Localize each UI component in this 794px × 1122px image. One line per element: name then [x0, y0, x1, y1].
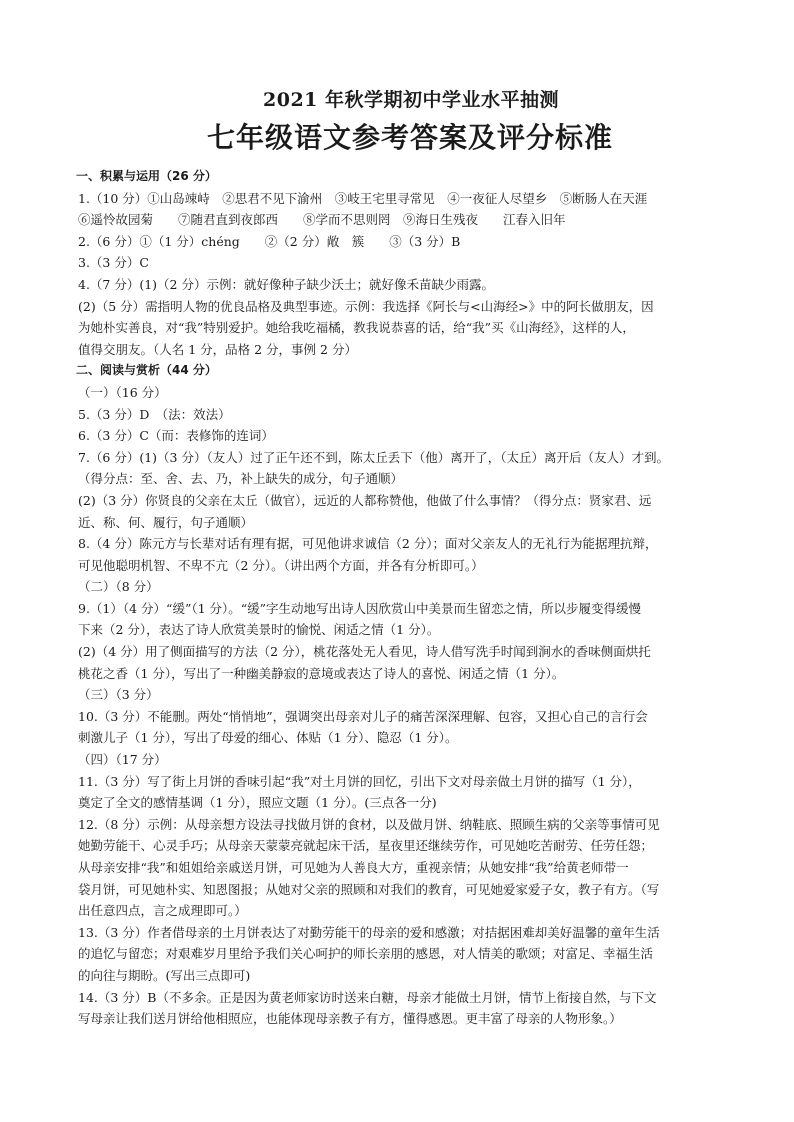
answer-line: 8.（4 分）陈元方与长辈对话有理有据，可见他讲求诚信（2 分）；面对父亲友人的无礼行为能据理抗辩，: [78, 536, 658, 552]
answer-line: (2)（4 分）用了侧面描写的方法（2 分），桃花落处无人看见，诗人借写洗手时闻到涧水的香味侧面烘托: [78, 644, 651, 660]
answer-line: 奠定了全文的感情基调（1 分），照应文题（1 分）。(三点各一分): [78, 795, 437, 811]
answer-line: 3.（3 分）C: [78, 255, 149, 271]
answer-line: 桃花之香（1 分），写出了一种幽美静寂的意境或表达了诗人的喜悦、闲适之情（1 分）。: [78, 665, 565, 681]
answer-line: 下来（2 分），表达了诗人欣赏美景时的愉悦、闲适之情（1 分）。: [78, 622, 440, 638]
document-subtitle: 七年级语文参考答案及评分标准: [206, 121, 613, 154]
answer-line: 14.（3 分）B（不多余。正是因为黄老师家访时送来白糖，母亲才能做土月饼，情节上衔接自然，与下文: [78, 989, 657, 1005]
exam-title: 2021 年秋学期初中学业水平抽测: [263, 89, 559, 111]
answer-line: 为她朴实善良，对“我”特别爱护。她给我吃福橘，教我说恭喜的话，给“我”买《山海经》，这样的人，: [78, 320, 635, 336]
answer-line: 从母亲安排“我”和姐姐给亲戚送月饼，可见她为人善良大方，重视亲情；从她安排“我”给黄老师带一: [78, 860, 629, 875]
answer-line: 出任意四点，言之成理即可。）: [78, 903, 247, 919]
answer-line: 9.（1）（4 分）“缓”（1 分）。“缓”字生动地写出诗人因欣赏山中美景而生留恋之情，所以步履变得缓慢: [78, 600, 642, 616]
answer-line: (2)（5 分）需指明人物的优良品格及典型事迹。示例：我选择《阿长与<山海经>》中的阿长做朋友，因: [78, 298, 654, 314]
answer-line: 刺激儿子（1 分），写出了母爱的细心、体贴（1 分）、隐忍（1 分）。: [78, 730, 458, 746]
answer-line: 袋月饼，可见她朴实、知恩图报；从她对父亲的照顾和对我们的教育，可见她爱家爱子女，教子有方。（写: [78, 881, 660, 897]
answer-line: （四）（17 分）: [78, 752, 167, 768]
answer-line: ⑥遥怜故园菊 ⑦随君直到夜郎西 ⑧学而不思则罔 ⑨海日生残夜 江春入旧年: [78, 212, 566, 228]
answer-line: 10.（3 分）不能删。两处“悄悄地”，强调突出母亲对儿子的痛苦深深理解、包容，又担心自己的言行会: [78, 708, 648, 724]
answer-line: （得分点：至、舍、去、乃，补上缺失的成分，句子通顺）: [78, 471, 404, 487]
answer-line: （三）（3 分）: [78, 687, 159, 703]
answer-line: 的向往与期盼。(写出三点即可): [78, 967, 251, 983]
section-heading: 一、积累与运用（26 分）: [76, 169, 217, 183]
answer-line: 5.（3 分）D （法：效法）: [78, 406, 231, 422]
answer-line: 的追忆与留恋；对艰难岁月里给予我们关心呵护的师长亲朋的感恩，对人情美的歌颂；对富足、幸福生活: [78, 946, 654, 962]
answer-line: (2)（3 分）你贤良的父亲在太丘（做官），远近的人都称赞他，他做了什么事情？（得分点：贤家君、远: [78, 492, 652, 508]
answer-line: 11.（3 分）写了街上月饼的香味引起“我”对土月饼的回忆，引出下文对母亲做土月饼的描写（1 分），: [78, 773, 641, 789]
answer-line: （二）（8 分）: [78, 579, 159, 595]
answer-line: 值得交朋友。（人名 1 分，品格 2 分，事例 2 分）: [78, 341, 357, 357]
answer-line: 写母亲让我们送月饼给他相照应，也能体现母亲教子有方，懂得感恩。更丰富了母亲的人物形象。）: [78, 1011, 622, 1027]
answer-line: 13.（3 分）作者借母亲的土月饼表达了对勤劳能干的母亲的爱和感激；对拮据困难却美好温馨的童年生活: [78, 924, 660, 940]
answer-line: 12.（8 分）示例：从母亲想方设法寻找做月饼的食材，以及做月饼、纳鞋底、照顾生病的父亲等事情可见: [78, 816, 660, 832]
answer-document: [76, 86, 726, 1030]
answer-line: 1.（10 分）①山岛竦峙 ②思君不见下渝州 ③岐王宅里寻常见 ④一夜征人尽望乡 ⑤断肠人在天涯: [78, 190, 648, 206]
answer-line: 她勤劳能干、心灵手巧；从母亲天蒙蒙亮就起床干活，星夜里还继续劳作，可见她吃苦耐劳、任劳任怨；: [78, 838, 654, 854]
answer-line: 4.（7 分）(1)（2 分）示例：就好像种子缺少沃土；就好像禾苗缺少雨露。: [78, 276, 494, 292]
section-heading: 二、阅读与赏析（44 分）: [76, 363, 217, 378]
answer-body: [76, 166, 726, 1030]
answer-line: 近、称、何、履行，句子通顺）: [78, 514, 254, 530]
answer-line: 6.（3 分）C（而：表修饰的连词）: [78, 428, 274, 444]
answer-line: 2.（6 分）①（1 分）chéng ②（2 分）敞 簇 ③（3 分）B: [78, 233, 461, 249]
answer-line: 7.（6 分）(1)（3 分）（友人）过了正午还不到，陈太丘丢下（他）离开了，（太丘）离开后（友人）才到。: [78, 449, 669, 465]
answer-line: （一）（16 分）: [78, 384, 167, 400]
answer-line: 可见他聪明机智、不卑不亢（2 分）。（讲出两个方面，并各有分析即可。）: [78, 557, 484, 573]
